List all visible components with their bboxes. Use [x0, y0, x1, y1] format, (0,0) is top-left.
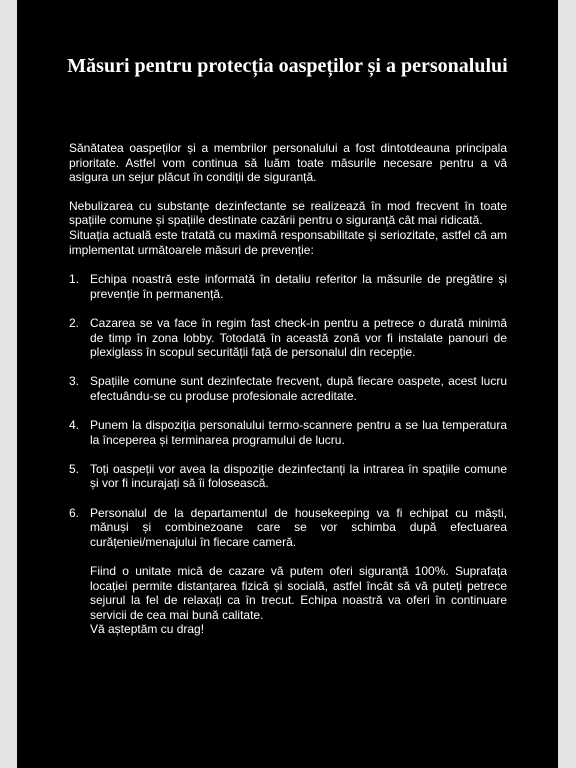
list-item-text: Cazarea se va face în regim fast check-in pentru a petrece o durată minimă de timp în zona lobby. Totodată în această zonă vor fi instalate panouri de plexiglass în scopul securității față de personalul din recepție.: [90, 315, 507, 360]
document-title: Măsuri pentru protecția oaspeților și a personalului: [67, 55, 508, 77]
document-page: [17, 0, 558, 768]
list-item: [69, 418, 507, 447]
list-item-text: Punem la dispoziția personalului termo-scannere pentru a se lua temperatura la începerea și terminarea programului de lucru.: [90, 418, 507, 447]
list-item-number: 5.: [69, 461, 80, 476]
closing-paragraph: Fiind o unitate mică de cazare vă putem oferi siguranță 100%. Suprafața locației permite distanțarea fizică și socială, astfel încât să vă puteți petrece sejurul la fel de relaxați ca în trecut. Echipa noastră va oferi în continuare servicii de cea mai bună calitate.: [90, 564, 507, 622]
closing-block: [69, 564, 507, 637]
list-item-number: 2.: [69, 315, 80, 330]
list-item: [69, 462, 507, 491]
intro-paragraph-1: Sănătatea oaspeților și a membrilor personalului a fost dintotdeauna principala prioritate. Astfel vom continua să luăm toate măsurile necesare pentru a vă asigura un sejur plăcut în condiții de siguranță.: [69, 141, 507, 185]
paragraph-spacer: [69, 257, 507, 272]
list-item-text: Echipa noastră este informată în detaliu referitor la măsurile de pregătire și prevenție în permanență.: [90, 272, 507, 301]
list-item-number: 4.: [69, 418, 80, 433]
list-item-text: Toți oaspeții vor avea la dispoziție dezinfectanți la intrarea în spațiile comune și vor fi incurajați să îi folosească.: [90, 461, 507, 491]
list-item-number: 6.: [69, 505, 80, 520]
list-item-text: Personalul de la departamentul de housekeeping va fi echipat cu măști, mănuși și combinezoane care se vor schimba după efectuarea curățeniei/menajului în fiecare cameră.: [90, 505, 507, 549]
measures-list: [69, 272, 507, 549]
list-item: [69, 316, 507, 360]
list-item-text: Spațiile comune sunt dezinfectate frecvent, după fiecare oaspete, acest lucru efectuându-se cu produse profesionale acreditate.: [90, 374, 507, 403]
list-item: [69, 272, 507, 301]
list-item: [69, 506, 507, 550]
signoff-line: Vă așteptăm cu drag!: [90, 622, 205, 637]
paragraph-spacer: [69, 185, 507, 199]
intro-paragraph-3: Situația actuală este tratată cu maximă responsabilitate și seriozitate, astfel că am implementat următoarele măsuri de prevenție:: [69, 227, 507, 257]
list-item-number: 1.: [69, 272, 80, 287]
intro-paragraph-2: Nebulizarea cu substanțe dezinfectante se realizează în mod frecvent în toate spațiile comune și spațiile destinate cazării pentru o siguranță cât mai ridicată.: [69, 198, 507, 228]
list-item-number: 3.: [69, 374, 80, 389]
list-item: [69, 374, 507, 403]
document-body: [69, 141, 507, 637]
